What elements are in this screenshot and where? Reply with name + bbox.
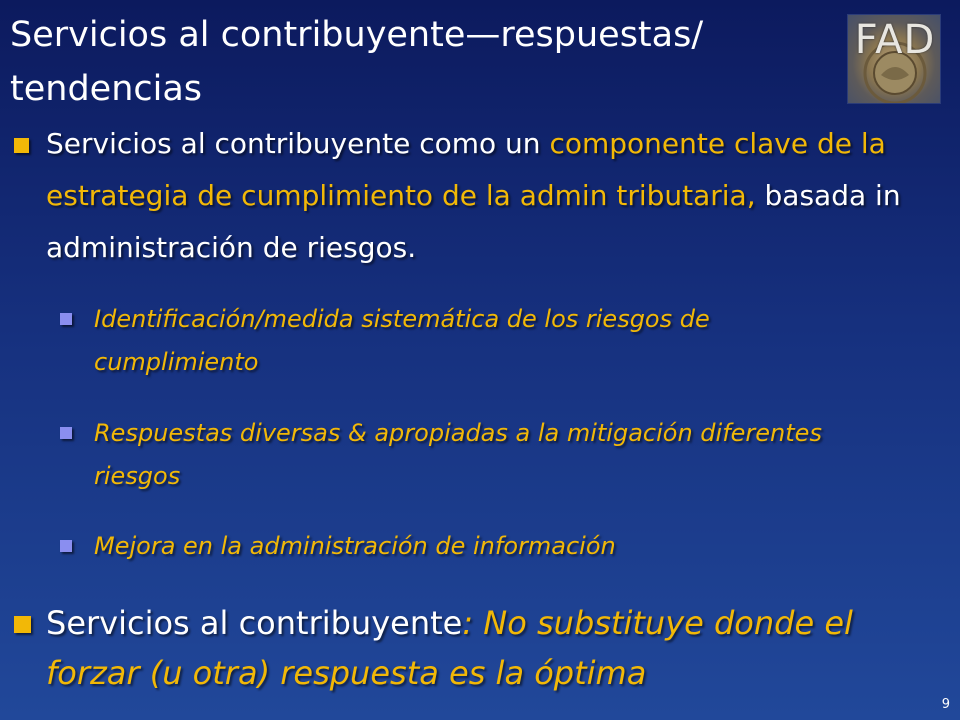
sub-bullet-3-text: Mejora en la administración de información: [94, 532, 616, 560]
bullet-1-part-2: componente clave de la estrategia de cumplimiento de la admin tributaria,: [46, 127, 886, 212]
sub-bullet-marker: [60, 313, 72, 325]
bullet-1-part-1: Servicios al contribuyente como un: [46, 127, 550, 160]
bullet-2-part-1: Servicios al contribuyente: [46, 604, 463, 642]
bullet-marker: [14, 138, 29, 153]
bullet-2-part-2: : No substituye donde el forzar (u otra) respuesta es la óptima: [46, 604, 853, 692]
fad-imf-logo: [847, 14, 941, 104]
bullet-2-text: [46, 598, 946, 698]
logo-text: FAD: [854, 17, 936, 63]
sub-bullet-marker: [60, 540, 72, 552]
sub-bullet-2-text: Respuestas diversas & apropiadas a la mitigación diferentes riesgos: [94, 419, 822, 490]
sub-bullet-marker: [60, 427, 72, 439]
page-number: 9: [941, 697, 950, 712]
sub-bullet-1-text: Identificación/medida sistemática de los riesgos de cumplimiento: [94, 305, 710, 376]
bullet-1-part-3: basada in administración de riesgos.: [46, 179, 901, 264]
bullet-marker: [14, 616, 31, 633]
bullet-1-text: [46, 118, 946, 274]
slide-title: Servicios al contribuyente—respuestas/ tendencias: [10, 15, 704, 109]
